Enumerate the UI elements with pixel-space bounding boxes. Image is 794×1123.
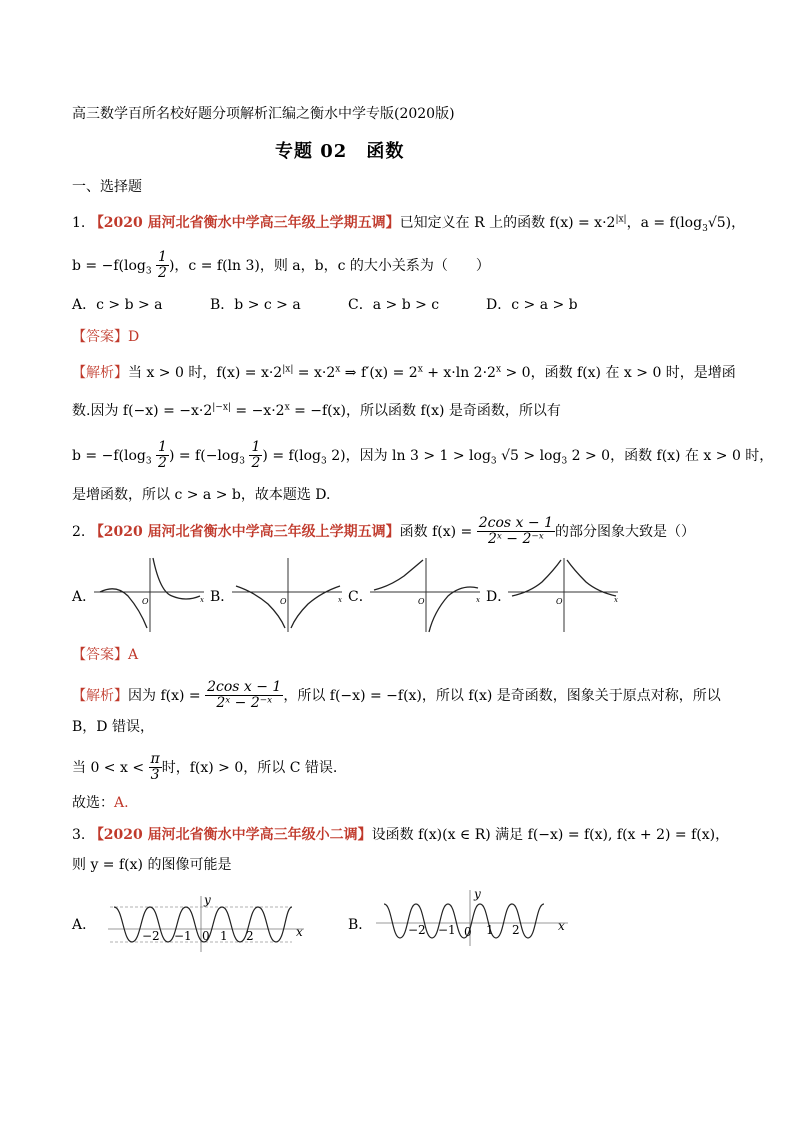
q3-option-b-label: B．: [348, 917, 373, 933]
q2-solution-line1: 【解析】因为 f(x) = $\frac{\text{2cos x − 1}}{\text{2ˣ − 2⁻ˣ}}$ ，所以 f(−x) = −f(x)，所以 f(x) 是奇函数，图象关于原点对称，所以: [72, 679, 721, 712]
svg-text:O: O: [280, 597, 287, 606]
q3-option-a-label: A．: [72, 917, 97, 933]
svg-text:−2: −2: [408, 923, 426, 937]
svg-text:O: O: [418, 597, 425, 606]
q3-graph-a: [104, 892, 310, 954]
q1-line1: 1. 【2020 届河北省衡水中学高三年级上学期五调】已知定义在 R 上的函数 $f(x) = x\cdot 2^{|x|}$，$a = f(\log_3√5)$，: [72, 214, 746, 234]
q1-solution-line1: 【解析】当 x > 0 时，$f(x) = x\cdot 2^{|x|} = x\cdot 2^x$ ⇒ $f'(x) = 2^x + x\cdot\ln$ $2\cdot 2^x > 0$，函数 f(x) 在 x > 0 时，是增函: [72, 364, 736, 381]
svg-text:0: 0: [464, 925, 472, 939]
q3-line1: 3. 【2020 届河北省衡水中学高三年级小二调】设函数 f(x)(x ∈ R) 满足 f(−x) = f(x), f(x + 2) = f(x)，: [72, 827, 730, 843]
svg-text:2: 2: [512, 923, 520, 937]
q2-option-d-label: D．: [486, 589, 512, 605]
q1-answer: 【答案】D: [72, 329, 140, 345]
svg-text:x: x: [338, 596, 342, 604]
svg-text:O: O: [142, 597, 149, 606]
q2-source-tag: 【2020 届河北省衡水中学高三年级上学期五调】: [89, 523, 400, 540]
section-heading: 一、选择题: [72, 179, 142, 195]
document-header: 高三数学百所名校好题分项解析汇编之衡水中学专版(2020版): [72, 106, 455, 122]
q1-source-tag: 【2020 届河北省衡水中学高三年级上学期五调】: [89, 215, 400, 231]
q1-option-d: D．c > a > b: [486, 297, 578, 313]
svg-text:y: y: [474, 887, 481, 901]
fraction-one-half: $\frac{1}{2}$: [158, 249, 167, 282]
q3-source-tag: 【2020 届河北省衡水中学高三年级小二调】: [89, 827, 372, 843]
curve-right: [153, 558, 200, 599]
q1-solution-line3: $b = -f(\log_3$ $\frac{1}{2}$ ) = $f(-\log_3$ $\frac{1}{2}$ ) = $f(\log_3$ 2)，因为 $\ln 3 > 1 > \log_3 √5 > \log_3 2 > 0$，函数 f(x) 在 x > 0 时，: [72, 439, 774, 472]
page-title: 专题 02 函数: [275, 141, 405, 162]
svg-text:2: 2: [246, 929, 254, 943]
q2-solution-line3: 当 0 < x < $\frac{\pi}{3}$ 时，f(x) > 0，所以 C 错误.: [72, 751, 338, 784]
q2-graph-b: [230, 556, 346, 634]
q2-answer: 【答案】A: [72, 647, 139, 663]
q2-option-b-label: B．: [210, 589, 235, 605]
q2-graph-a: [92, 556, 208, 634]
svg-text:−1: −1: [174, 929, 192, 943]
svg-text:x: x: [200, 596, 204, 604]
svg-text:1: 1: [220, 929, 228, 943]
curve-left: [512, 560, 561, 596]
q1-line2: $b = -f(\log_3$ $\frac{1}{2}$ )，c = f(ln 3)，则 a，b，c 的大小关系为（ ）: [72, 249, 490, 282]
q1-option-a: A．c > b > a: [72, 297, 163, 313]
curve-left: [100, 589, 147, 628]
curve-right: [429, 587, 478, 632]
svg-text:−1: −1: [438, 923, 456, 937]
q2-solution-line2: B，D 错误，: [72, 719, 154, 735]
curve-left: [374, 560, 423, 590]
svg-text:−2: −2: [142, 929, 160, 943]
q2-line1: 2. 【2020 届河北省衡水中学高三年级上学期五调】函数 f(x) = $\frac{\text{2cos x − 1}}{\text{2ˣ − 2⁻ˣ}}$ 的部分图象大致是（）: [72, 515, 695, 548]
svg-text:x: x: [614, 596, 618, 604]
svg-text:x: x: [476, 596, 480, 604]
svg-text:1: 1: [486, 923, 494, 937]
q2-graph-d: [506, 556, 622, 634]
q2-option-a-label: A．: [72, 589, 97, 605]
svg-text:x: x: [296, 925, 303, 939]
svg-text:O: O: [556, 597, 563, 606]
svg-text:y: y: [204, 893, 211, 907]
q1-solution-line4: 是增函数，所以 c > a > b，故本题选 D.: [72, 487, 331, 503]
svg-text:x: x: [558, 919, 565, 933]
svg-text:0: 0: [202, 929, 210, 943]
q2-conclusion: 故选：A.: [72, 795, 129, 811]
q2-fraction: $\frac{\text{2cos x − 1}}{\text{2ˣ − 2⁻ˣ}}$: [478, 515, 553, 548]
q1-option-c: C．a > b > c: [348, 297, 440, 313]
q3-graph-b: [372, 886, 574, 948]
q2-graph-c: [368, 556, 484, 634]
curve-right: [567, 560, 616, 596]
q1-solution-line2: 数.因为 $f(-x) = -x\cdot 2^{|-x|} = -x\cdot 2^x = -f(x)$，所以函数 f(x) 是奇函数，所以有: [72, 402, 561, 419]
q2-option-c-label: C．: [348, 589, 373, 605]
q3-line2: 则 y = f(x) 的图像可能是: [72, 857, 232, 873]
q1-option-b: B．b > c > a: [210, 297, 301, 313]
